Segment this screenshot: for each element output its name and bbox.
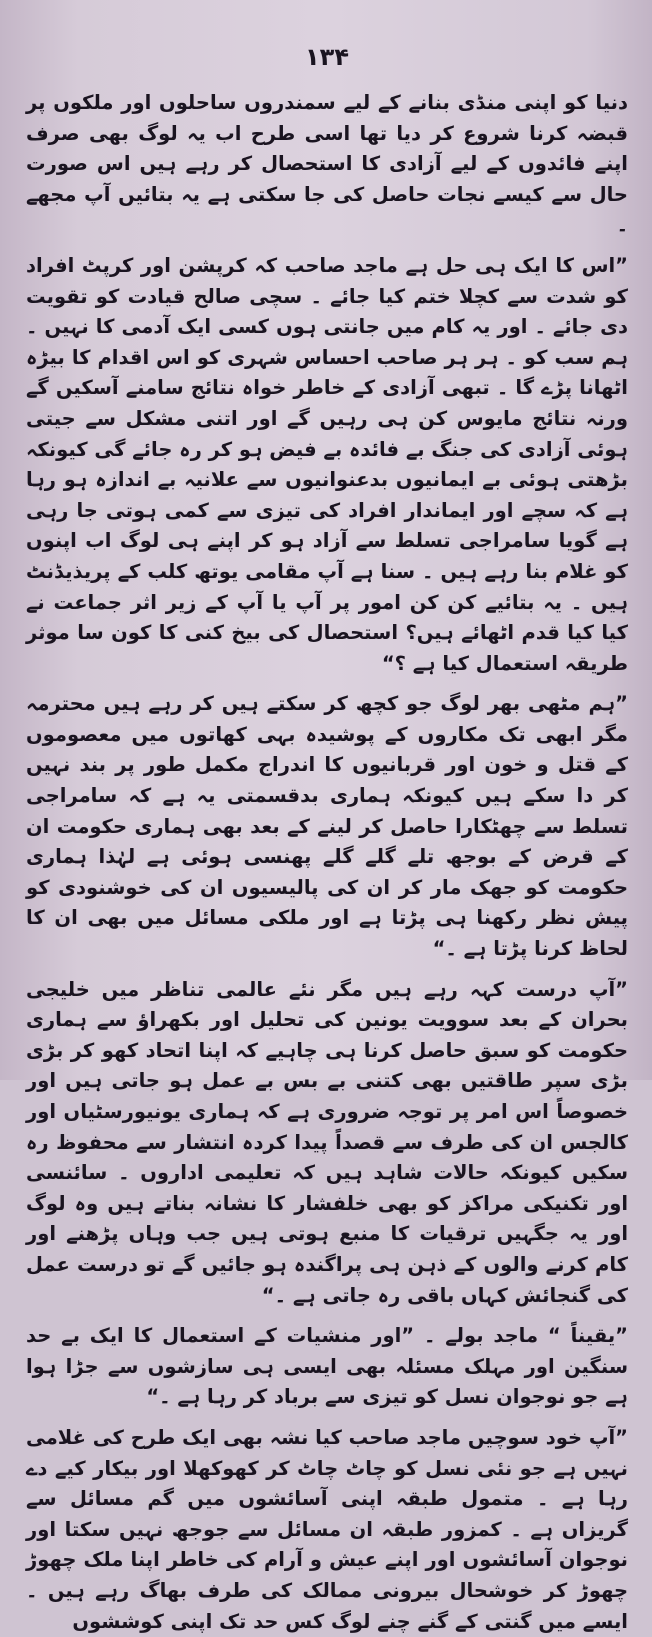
paragraph: ”آپ خود سوچیں ماجد صاحب کیا نشہ بھی ایک طرح کی غلامی نہیں ہے جو نئی نسل کو چاٹ چاٹ کر کھوکھلا اور بیکار کیے دے رہا ہے ۔ متمول طبقہ اپنی آسائشوں میں گم مسائل سے گریزاں ہے ۔ کمزور طبقہ ان مسائل سے جوجھ نہیں سکتا اور نوجوان آسائشوں اور اپنے عیش و آرام کی خاطر اپنا ملک چھوڑ چھوڑ کر خوشحال بیرونی ممالک کی طرف بھاگ رہے ہیں ۔ ایسے میں گنتی کے گنے چنے لوگ کس حد تک اپنی کوششوں (26, 1425, 628, 1633)
paragraph: ”اس کا ایک ہی حل ہے ماجد صاحب کہ کرپشن اور کرپٹ افراد کو شدت سے کچلا ختم کیا جائے ۔ سچی صالح قیادت کو تقویت دی جائے ۔ اور یہ کام میں جانتی ہوں کسی ایک آدمی کا نہیں ۔ ہم سب کو ۔ ہر ہر صاحب احساس شہری کو اس اقدام کا بیڑہ اٹھانا پڑے گا ۔ تبھی آزادی کے خاطر خواہ نتائج سامنے آسکیں گے ورنہ نتائج مایوس کن ہی رہیں گے اور اتنی مشکل سے جیتی ہوئی آزادی کی جنگ بے فائدہ بے فیض ہو کر رہ جائے گی کیونکہ بڑھتی ہوئی بے ایمانیوں بدعنوانیوں سے علانیہ بے اندازہ ہو رہا ہے کہ سچے اور ایماندار افراد کی تیزی سے کمی ہوتی جا رہی ہے گویا سامراجی تسلط سے آزاد ہو کر اپنے ہی لوگ اب اپنوں کو غلام بنا رہے ہیں ۔ سنا ہے آپ مقامی یوتھ کلب کے پریذیڈنٹ ہیں ۔ یہ بتائیے کن کن امور پر آپ یا آپ کے زیر اثر جماعت نے کیا کیا قدم اٹھائے ہیں؟ استحصال کی بیخ کنی کا کون سا موثر طریقہ استعمال کیا ہے ؟“ (26, 253, 628, 675)
paragraph: ”ہم مٹھی بھر لوگ جو کچھ کر سکتے ہیں کر رہے ہیں محترمہ مگر ابھی تک مکاروں کے پوشیدہ بہی کھاتوں میں معصوموں کے قتل و خون اور قربانیوں کا اندراج مکمل طور پر بند نہیں کر دا سکے ہیں کیونکہ ہماری بدقسمتی یہ ہے کہ سامراجی تسلط سے چھٹکارا حاصل کر لینے کے بعد بھی ہماری حکومت ان کے قرض کے بوجھ تلے گلے گلے پھنسی ہوئی ہے لہٰذا ہماری حکومت کو جھک مار کر ان کی پالیسیوں ان کی خوشنودی کو پیش نظر رکھنا ہی پڑتا ہے اور ملکی مسائل میں بھی ان کا لحاظ کرنا پڑتا ہے ۔“ (26, 692, 628, 961)
paragraph: دنیا کو اپنی منڈی بنانے کے لیے سمندروں ساحلوں اور ملکوں پر قبضہ کرنا شروع کر دیا تھا اسی طرح اب یہ لوگ بھی صرف اپنے فائدوں کے لیے آزادی کا استحصال کر رہے ہیں اس صورت حال سے کیسے نجات حاصل کی جا سکتی ہے یہ بتائیں آپ مجھے ۔ (26, 91, 628, 237)
page-number: ۱۳۴ (305, 43, 349, 71)
body-text (26, 88, 628, 1637)
paragraph: ”آپ درست کہہ رہے ہیں مگر نئے عالمی تناظر میں خلیجی بحران کے بعد سوویت یونین کی تحلیل اور بکھراؤ سے ہماری حکومت کو سبق حاصل کرنا ہی چاہیے کہ اپنا اتحاد کھو کر بڑی بڑی سپر طاقتیں بھی کتنی بے بس بے عمل ہو جاتی ہیں اور خصوصاً اس امر پر توجہ ضروری ہے کہ ہماری یونیورسٹیاں اور کالجس ان کی طرف سے قصداً پیدا کردہ انتشار سے محفوظ رہ سکیں کیونکہ حالات شاہد ہیں کہ تعلیمی اداروں ۔ سائنسی اور تکنیکی مراکز کو بھی خلفشار کا نشانہ بناتے ہیں وہ لوگ اور یہ جگہیں ترقیات کا منبع ہوتی ہیں جب وہاں پڑھنے اور کام کرنے والوں کے ذہن ہی پراگندہ ہو جائیں گے تو درست عمل کی گنجائش کہاں باقی رہ جاتی ہے ۔“ (26, 977, 628, 1307)
paragraph: ”یقیناً “ ماجد بولے ۔ ”اور منشیات کے استعمال کا ایک بے حد سنگین اور مہلک مسئلہ بھی ایسی ہی سازشوں سے جڑا ہوا ہے جو نوجوان نسل کو تیزی سے برباد کر رہا ہے ۔“ (26, 1324, 628, 1409)
